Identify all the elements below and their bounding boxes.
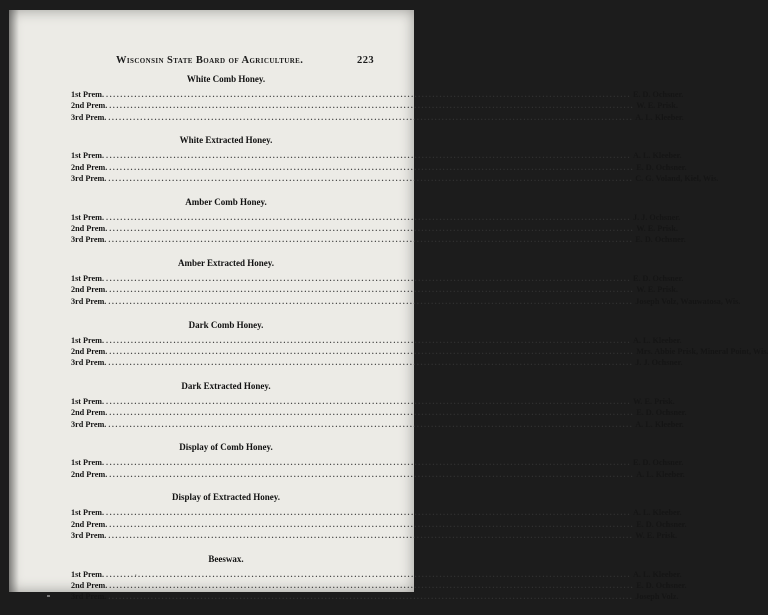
section-title: Amber Comb Honey. [185, 196, 267, 207]
premium-place: 1st Prem. [71, 90, 105, 99]
premium-winner: E. D. Ochsner. [632, 90, 684, 99]
premium-winner: A. L. Kleeber. [636, 469, 685, 479]
premium-place: 3rd Prem. [71, 235, 107, 245]
premium-entry [71, 469, 685, 480]
section-title: Dark Comb Honey. [188, 319, 264, 330]
premium-winner: Mrs. Abbie Prisk, Mineral Point, Wis. [636, 346, 768, 356]
dot-leader [109, 284, 634, 295]
premium-winner: C. G. Voland, Kiel, Wis. [635, 173, 719, 183]
section-title: Display of Extracted Honey. [172, 492, 280, 503]
dot-leader [108, 296, 633, 307]
dot-leader [109, 580, 634, 591]
premium-entry [71, 396, 675, 407]
premium-winner: A. L. Kleeber. [632, 508, 682, 518]
premium-winner: W. E. Prisk. [636, 101, 678, 111]
premium-place: 2nd Prem. [71, 224, 108, 234]
premium-entry [71, 580, 687, 591]
premium-winner: W. E. Prisk. [636, 285, 678, 295]
premium-entry [71, 100, 678, 111]
award-section [71, 319, 768, 369]
premium-winner: J. J. Ochsner. [632, 212, 681, 222]
dot-leader [109, 100, 634, 111]
premium-place: 1st Prem. [71, 274, 105, 284]
dot-leader [109, 223, 634, 234]
premium-winner: J. J. Ochsner. [635, 358, 683, 368]
award-section [71, 258, 741, 307]
premium-place: 2nd Prem. [71, 519, 108, 529]
premium-entry [71, 112, 684, 123]
dot-leader [106, 507, 631, 518]
dot-leader [106, 212, 631, 223]
stray-mark: ' [135, 573, 137, 583]
premium-place: 2nd Prem. [71, 408, 108, 418]
premium-place: 1st Prem. [71, 151, 105, 161]
dot-leader [109, 346, 634, 357]
premium-place: 2nd Prem. [71, 162, 108, 172]
premium-winner: W. E. Prisk. [632, 396, 675, 406]
premium-place: 1st Prem. [71, 508, 105, 518]
section-title: Display of Comb Honey. [179, 442, 273, 453]
premium-place: 3rd Prem. [71, 112, 107, 122]
premium-entry [71, 284, 678, 295]
premium-entry [71, 89, 684, 100]
premium-place: 2nd Prem. [71, 285, 108, 295]
premium-winner: E. D. Ochsner. [635, 235, 686, 245]
premium-winner: Joseph Volz. [635, 592, 679, 602]
premium-list [71, 74, 768, 615]
premium-entry [71, 234, 686, 245]
edge-mark [47, 595, 50, 597]
dot-leader [109, 469, 634, 480]
section-title: White Comb Honey. [186, 74, 266, 84]
premium-entry [71, 569, 682, 580]
scanned-page [9, 10, 768, 602]
section-title: Dark Extracted Honey. [181, 380, 271, 391]
dot-leader [106, 89, 631, 100]
premium-place: 3rd Prem. [71, 419, 107, 429]
dot-leader [109, 519, 634, 530]
premium-place: 2nd Prem. [71, 581, 108, 591]
dot-leader [106, 569, 631, 580]
premium-entry [71, 591, 679, 602]
premium-entry [71, 150, 682, 161]
premium-place: 3rd Prem. [71, 531, 107, 541]
binding-shadow [9, 10, 19, 592]
premium-winner: A. L. Kleeber. [632, 335, 682, 345]
premium-entry [71, 296, 741, 307]
premium-entry [71, 419, 684, 430]
premium-winner: A. L. Kleeber. [632, 569, 682, 579]
dot-leader [106, 396, 631, 407]
premium-entry [71, 223, 678, 234]
premium-place: 2nd Prem. [71, 346, 108, 356]
premium-place: 1st Prem. [71, 569, 105, 579]
premium-entry [71, 457, 684, 468]
premium-winner: E. D. Ochsner. [636, 162, 687, 172]
premium-winner: Joseph Volz, Wauwatosa, Wis. [635, 296, 741, 306]
award-section [71, 380, 687, 430]
award-section [71, 74, 684, 123]
award-section [71, 135, 719, 184]
premium-place: 1st Prem. [71, 458, 105, 468]
section-title: Amber Extracted Honey. [177, 258, 275, 269]
dot-leader [106, 335, 631, 346]
premium-place: 3rd Prem. [71, 592, 107, 602]
section-title: White Extracted Honey. [179, 135, 273, 146]
premium-entry [71, 519, 687, 530]
dot-leader [106, 273, 631, 284]
premium-winner: E. D. Ochsner. [636, 408, 687, 418]
award-section [71, 442, 685, 480]
dot-leader [108, 112, 633, 123]
premium-entry [71, 407, 687, 418]
award-section [71, 492, 687, 541]
dot-leader [106, 150, 631, 161]
dot-leader [108, 591, 633, 602]
premium-winner: E. D. Ochsner. [636, 581, 687, 591]
dot-leader [108, 419, 633, 430]
award-section [71, 196, 686, 246]
dot-leader [109, 407, 634, 418]
premium-winner: E. D. Ochsner. [632, 274, 684, 284]
page-number: 223 [357, 55, 374, 66]
premium-winner: A. L. Kleeber. [635, 419, 684, 429]
dot-leader [109, 162, 634, 173]
award-section [71, 553, 687, 603]
premium-entry [71, 346, 768, 357]
premium-place: 2nd Prem. [71, 469, 108, 479]
premium-winner: A. L. Kleeber. [635, 112, 684, 122]
premium-place: 1st Prem. [71, 335, 105, 345]
dot-leader [108, 530, 633, 541]
premium-winner: E. D. Ochsner. [632, 458, 684, 468]
premium-place: 3rd Prem. [71, 173, 107, 183]
running-header [116, 55, 374, 66]
premium-winner: W. E. Prisk. [636, 224, 678, 234]
section-title: Beeswax. [208, 553, 244, 564]
premium-winner: W. E. Prisk. [635, 531, 678, 541]
premium-place: 3rd Prem. [71, 296, 107, 306]
premium-place: 1st Prem. [71, 396, 105, 406]
premium-entry [71, 507, 682, 518]
premium-winner: E. D. Ochsner. [636, 519, 687, 529]
premium-entry [71, 357, 683, 368]
premium-entry [71, 335, 682, 346]
dot-leader [106, 457, 631, 468]
premium-entry [71, 162, 687, 173]
dot-leader [108, 234, 633, 245]
running-header-title: Wisconsin State Board of Agriculture. [116, 55, 304, 66]
premium-entry [71, 530, 678, 541]
premium-entry [71, 173, 719, 184]
dot-leader [108, 173, 633, 184]
premium-entry [71, 212, 681, 223]
premium-winner: A. L. Kleeber. [632, 151, 682, 161]
premium-entry [71, 273, 684, 284]
premium-place: 3rd Prem. [71, 358, 107, 368]
dot-leader [108, 357, 633, 368]
premium-place: 2nd Prem. [71, 101, 108, 111]
premium-place: 1st Prem. [71, 212, 105, 222]
